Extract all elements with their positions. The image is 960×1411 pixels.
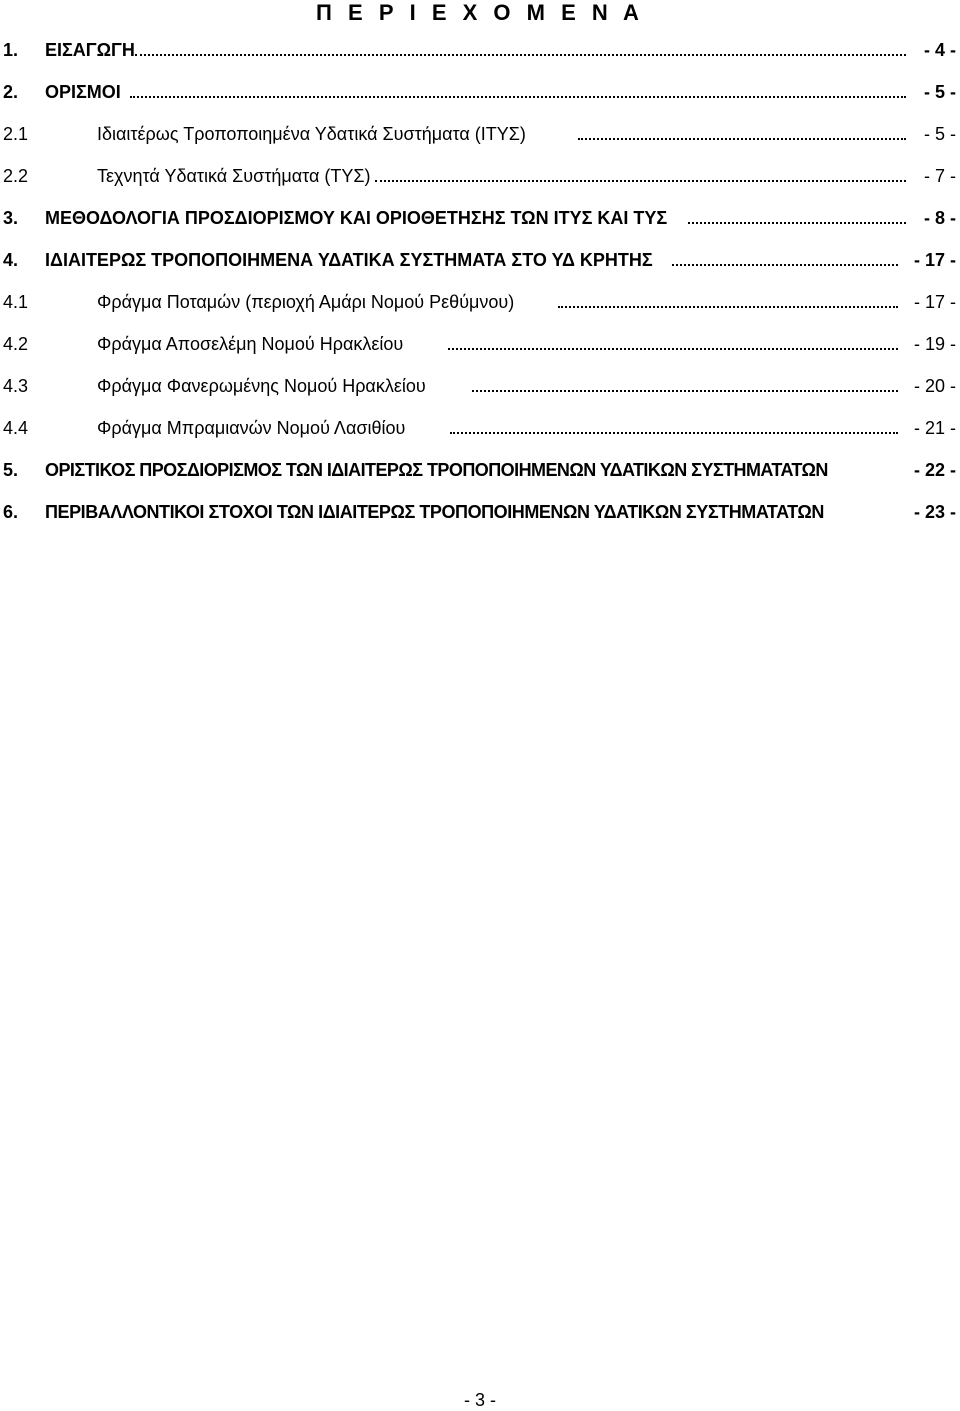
toc-entry-page: - 7 - xyxy=(922,163,956,189)
dot-leader xyxy=(135,54,906,56)
toc-entry-text: Φράγμα Ποταμών (περιοχή Αμάρι Νομού Ρεθύμνου) xyxy=(97,292,515,312)
toc-entry-number: 2.2 xyxy=(3,166,29,186)
toc-entry-page: - 17 - xyxy=(912,289,956,315)
page-title: Π Ε Ρ Ι Ε Χ Ο Μ Ε Ν Α xyxy=(316,0,644,25)
toc-entry[interactable] xyxy=(0,205,956,231)
dot-leader xyxy=(448,348,898,350)
toc-entry[interactable] xyxy=(0,79,956,105)
toc-entry[interactable] xyxy=(0,247,956,273)
toc-entry-number: 3. xyxy=(3,208,19,228)
toc-entry-page: - 5 - xyxy=(922,79,956,105)
toc-entry-number: 4.4 xyxy=(3,418,29,438)
toc-entry-page: - 21 - xyxy=(912,415,956,441)
toc-entry-number: 5. xyxy=(3,460,19,480)
page-number: - 3 - xyxy=(463,1390,496,1410)
toc-entry-number: 1. xyxy=(3,40,19,60)
toc-entry[interactable] xyxy=(0,373,956,399)
dot-leader xyxy=(672,264,898,266)
toc-entry-page: - 4 - xyxy=(922,37,956,63)
dot-leader xyxy=(450,432,898,434)
toc-entry[interactable] xyxy=(0,331,956,357)
toc-entry-page: - 17 - xyxy=(912,247,956,273)
toc-entry[interactable] xyxy=(0,121,956,147)
toc-entry-number: 6. xyxy=(3,502,19,522)
dot-leader xyxy=(688,222,906,224)
toc-entry[interactable] xyxy=(0,415,956,441)
toc-entry-text: Φράγμα Φανερωμένης Νομού Ηρακλείου xyxy=(97,376,426,396)
toc-entry-text: ΕΙΣΑΓΩΓΗ xyxy=(45,40,135,60)
toc-entry-number: 4.1 xyxy=(3,292,29,312)
toc-entry-page: - 23 - xyxy=(912,499,956,525)
toc-entry[interactable] xyxy=(0,289,956,315)
toc-entry-page: - 8 - xyxy=(922,205,956,231)
toc-entry-text: ΟΡΙΣΤΙΚΟΣ ΠΡΟΣΔΙΟΡΙΣΜΟΣ ΤΩΝ ΙΔΙΑΙΤΕΡΩΣ ΤΡΟΠΟΠΟΙΗΜΕΝΩΝ ΥΔΑΤΙΚΩΝ ΣΥΣΤΗΜΑΤΑΤΩΝ xyxy=(45,460,828,480)
toc-entry-text: Ιδιαιτέρως Τροποποιημένα Υδατικά Συστήματα (ΙΤΥΣ) xyxy=(97,124,526,144)
toc-entry-page: - 20 - xyxy=(912,373,956,399)
dot-leader xyxy=(558,306,898,308)
dot-leader xyxy=(472,390,898,392)
toc-entry[interactable] xyxy=(0,37,956,63)
toc-entry-number: 4.3 xyxy=(3,376,29,396)
toc-entry[interactable] xyxy=(0,499,956,525)
toc-entry-number: 2.1 xyxy=(3,124,29,144)
toc-entry-text: ΙΔΙΑΙΤΕΡΩΣ ΤΡΟΠΟΠΟΙΗΜΕΝΑ ΥΔΑΤΙΚΑ ΣΥΣΤΗΜΑΤΑ ΣΤΟ ΥΔ ΚΡΗΤΗΣ xyxy=(45,250,653,270)
dot-leader xyxy=(578,138,906,140)
toc-entry-number: 2. xyxy=(3,82,19,102)
toc-entry-number: 4. xyxy=(3,250,19,270)
toc-entry-text: ΟΡΙΣΜΟΙ xyxy=(45,82,121,102)
toc-entry-page: - 22 - xyxy=(912,457,956,483)
toc-entry[interactable] xyxy=(0,163,956,189)
toc-entry-number: 4.2 xyxy=(3,334,29,354)
dot-leader xyxy=(130,96,906,98)
toc-entry[interactable] xyxy=(0,457,956,483)
dot-leader xyxy=(375,180,906,182)
toc-entry-page: - 19 - xyxy=(912,331,956,357)
toc-entry-text: Τεχνητά Υδατικά Συστήματα (ΤΥΣ) xyxy=(97,166,371,186)
toc-entry-text: ΠΕΡΙΒΑΛΛΟΝΤΙΚΟΙ ΣΤΟΧΟΙ ΤΩΝ ΙΔΙΑΙΤΕΡΩΣ ΤΡΟΠΟΠΟΙΗΜΕΝΩΝ ΥΔΑΤΙΚΩΝ ΣΥΣΤΗΜΑΤΑΤΩΝ xyxy=(45,502,824,522)
toc-entry-text: ΜΕΘΟΔΟΛΟΓΙΑ ΠΡΟΣΔΙΟΡΙΣΜΟΥ ΚΑΙ ΟΡΙΟΘΕΤΗΣΗΣ ΤΩΝ ΙΤΥΣ ΚΑΙ ΤΥΣ xyxy=(45,208,668,228)
toc-entry-page: - 5 - xyxy=(922,121,956,147)
toc-entry-text: Φράγμα Αποσελέμη Νομού Ηρακλείου xyxy=(97,334,404,354)
toc-entry-text: Φράγμα Μπραμιανών Νομού Λασιθίου xyxy=(97,418,406,438)
